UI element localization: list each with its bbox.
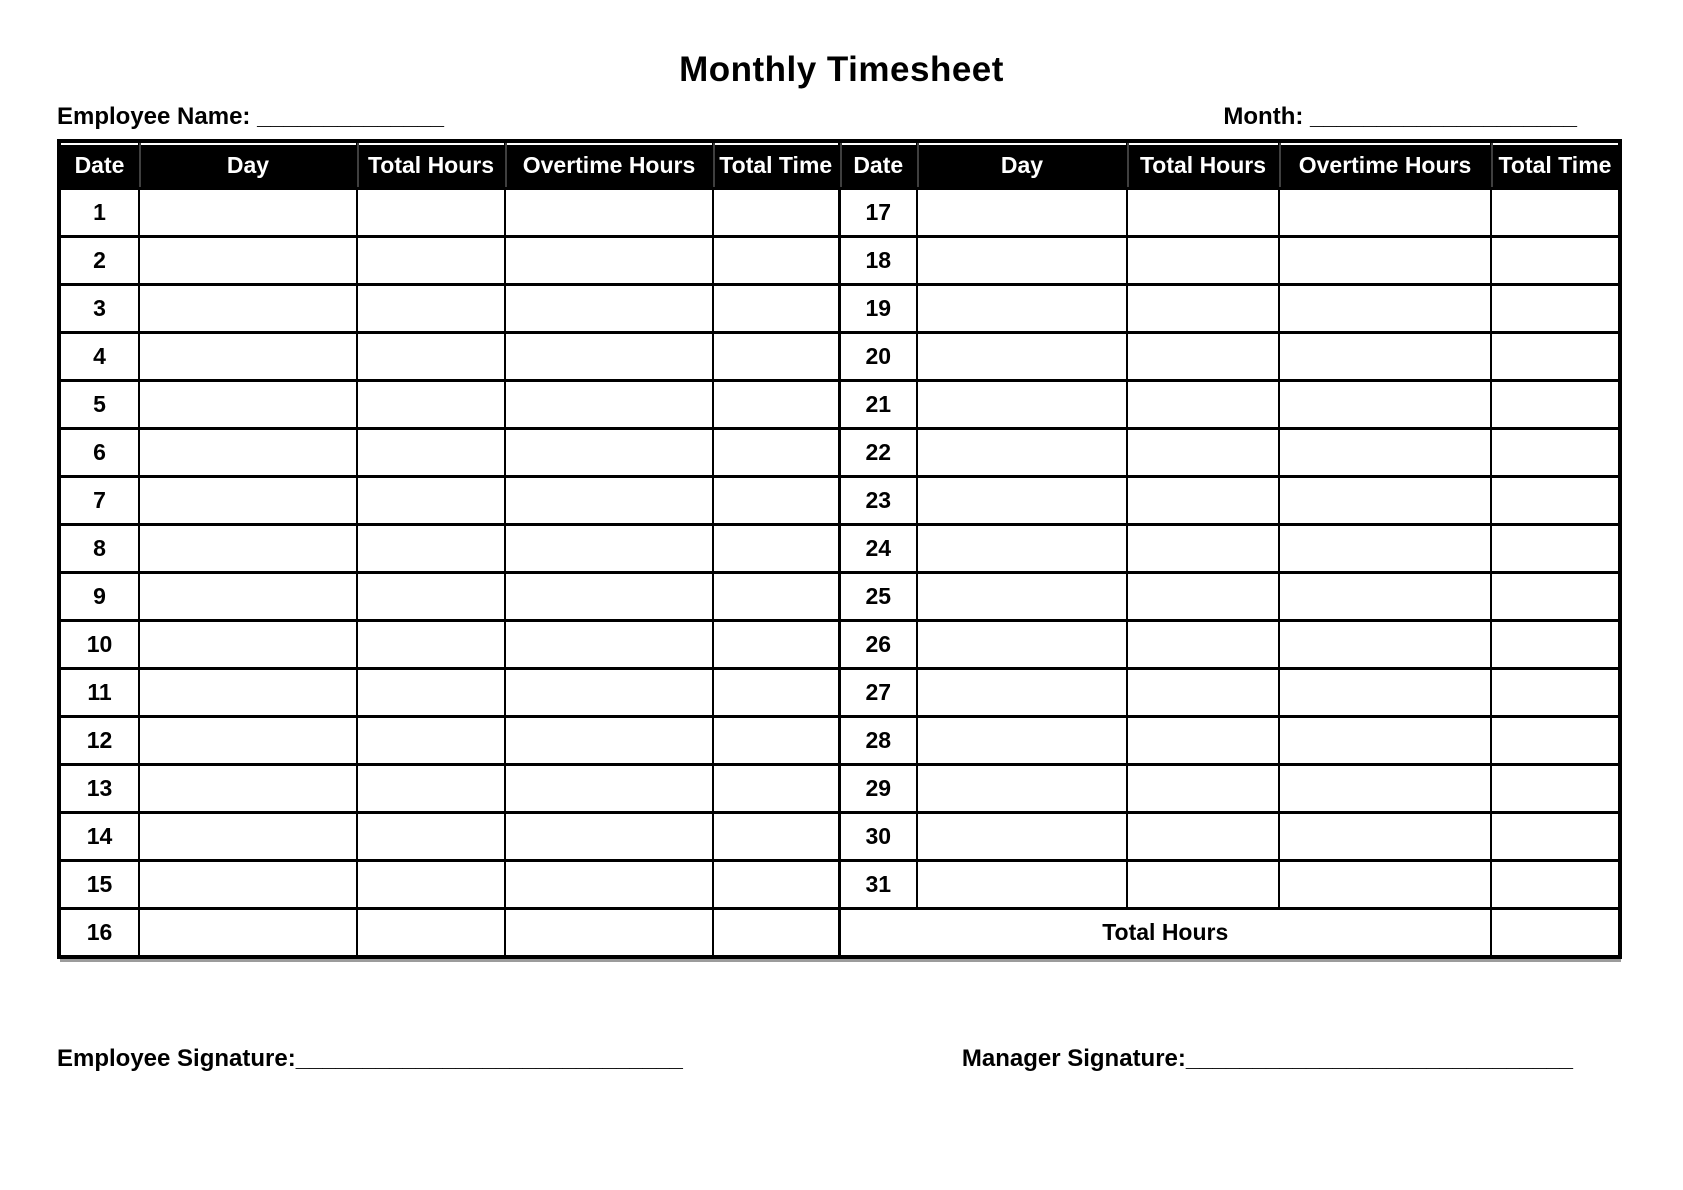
timesheet-row (59, 813, 1620, 861)
left-total-hours-cell[interactable] (357, 333, 505, 381)
timesheet-row (59, 429, 1620, 477)
right-total-hours-cell[interactable] (1127, 189, 1279, 237)
right-day-cell[interactable] (917, 669, 1127, 717)
left-overtime-hours-cell[interactable] (505, 381, 713, 429)
right-day-cell[interactable] (917, 381, 1127, 429)
right-day-cell[interactable] (917, 477, 1127, 525)
left-total-hours-cell[interactable] (357, 621, 505, 669)
left-day-cell[interactable] (139, 477, 357, 525)
left-day-cell[interactable] (139, 237, 357, 285)
right-total-hours-cell[interactable] (1127, 573, 1279, 621)
right-day-cell[interactable] (917, 429, 1127, 477)
right-total-hours-cell[interactable] (1127, 861, 1279, 909)
left-day-cell[interactable] (139, 669, 357, 717)
left-date-cell: 7 (59, 477, 139, 525)
left-day-cell[interactable] (139, 861, 357, 909)
header-total-time-right: Total Time (1491, 141, 1620, 189)
right-total-hours-cell[interactable] (1127, 813, 1279, 861)
right-day-cell[interactable] (917, 813, 1127, 861)
right-overtime-hours-cell[interactable] (1279, 717, 1491, 765)
left-overtime-hours-cell[interactable] (505, 861, 713, 909)
right-date-cell: 23 (839, 477, 917, 525)
right-overtime-hours-cell[interactable] (1279, 189, 1491, 237)
left-total-hours-cell[interactable] (357, 189, 505, 237)
employee-signature-label: Employee Signature: (57, 1045, 296, 1072)
signature-row (57, 1045, 1618, 1073)
employee-signature-field (57, 1045, 683, 1073)
right-date-cell: 31 (839, 861, 917, 909)
right-overtime-hours-cell[interactable] (1279, 333, 1491, 381)
header-day-right: Day (917, 141, 1127, 189)
right-overtime-hours-cell[interactable] (1279, 381, 1491, 429)
header-row (59, 141, 1620, 189)
right-day-cell[interactable] (917, 237, 1127, 285)
left-total-time-cell[interactable] (713, 189, 839, 237)
right-total-time-cell[interactable] (1491, 861, 1620, 909)
right-total-time-cell[interactable] (1491, 477, 1620, 525)
right-overtime-hours-cell[interactable] (1279, 765, 1491, 813)
timesheet-row (59, 237, 1620, 285)
left-overtime-hours-cell[interactable] (505, 621, 713, 669)
right-total-time-cell[interactable] (1491, 429, 1620, 477)
left-date-cell: 4 (59, 333, 139, 381)
right-total-time-cell[interactable] (1491, 285, 1620, 333)
left-date-cell: 1 (59, 189, 139, 237)
right-total-time-cell[interactable] (1491, 381, 1620, 429)
right-overtime-hours-cell[interactable] (1279, 861, 1491, 909)
right-overtime-hours-cell[interactable] (1279, 429, 1491, 477)
timesheet-body (59, 189, 1620, 958)
timesheet-row (59, 621, 1620, 669)
left-overtime-hours-cell[interactable] (505, 477, 713, 525)
left-total-hours-cell[interactable] (357, 669, 505, 717)
employee-name-label: Employee Name: (57, 103, 251, 130)
employee-signature-line[interactable]: _____________________________ (295, 1045, 683, 1072)
left-day-cell[interactable] (139, 813, 357, 861)
left-day-cell[interactable] (139, 573, 357, 621)
right-overtime-hours-cell[interactable] (1279, 477, 1491, 525)
left-overtime-hours-cell[interactable] (505, 573, 713, 621)
right-day-cell[interactable] (917, 333, 1127, 381)
left-total-hours-cell[interactable] (357, 285, 505, 333)
right-day-cell[interactable] (917, 285, 1127, 333)
header-overtime-hours-left: Overtime Hours (505, 141, 713, 189)
timesheet-row (59, 189, 1620, 237)
right-total-hours-cell[interactable] (1127, 333, 1279, 381)
left-date-cell: 11 (59, 669, 139, 717)
left-day-cell[interactable] (139, 621, 357, 669)
right-day-cell[interactable] (917, 717, 1127, 765)
right-day-cell[interactable] (917, 189, 1127, 237)
right-day-cell[interactable] (917, 621, 1127, 669)
right-total-time-cell[interactable] (1491, 621, 1620, 669)
right-total-time-cell[interactable] (1491, 765, 1620, 813)
right-total-time-cell[interactable] (1491, 669, 1620, 717)
right-day-cell[interactable] (917, 765, 1127, 813)
left-total-time-cell[interactable] (713, 909, 839, 958)
right-overtime-hours-cell[interactable] (1279, 621, 1491, 669)
left-date-cell: 9 (59, 573, 139, 621)
right-overtime-hours-cell[interactable] (1279, 669, 1491, 717)
left-date-cell: 16 (59, 909, 139, 958)
left-total-hours-cell[interactable] (357, 237, 505, 285)
manager-signature-label: Manager Signature: (961, 1045, 1186, 1072)
total-hours-row-label: Total Hours (839, 909, 1491, 958)
left-total-time-cell[interactable] (713, 333, 839, 381)
right-date-cell: 22 (839, 429, 917, 477)
timesheet-row (59, 381, 1620, 429)
left-date-cell: 14 (59, 813, 139, 861)
left-total-hours-cell[interactable] (357, 717, 505, 765)
left-day-cell[interactable] (139, 333, 357, 381)
right-date-cell: 20 (839, 333, 917, 381)
left-total-time-cell[interactable] (713, 237, 839, 285)
left-total-time-cell[interactable] (713, 285, 839, 333)
right-total-time-cell[interactable] (1491, 525, 1620, 573)
right-total-hours-cell[interactable] (1127, 381, 1279, 429)
left-day-cell[interactable] (139, 717, 357, 765)
left-date-cell: 12 (59, 717, 139, 765)
header-date-right: Date (839, 141, 917, 189)
left-total-time-cell[interactable] (713, 429, 839, 477)
left-total-hours-cell[interactable] (357, 525, 505, 573)
left-date-cell: 8 (59, 525, 139, 573)
header-total-time-left: Total Time (713, 141, 839, 189)
timesheet-row (59, 525, 1620, 573)
right-date-cell: 28 (839, 717, 917, 765)
right-date-cell: 17 (839, 189, 917, 237)
left-total-time-cell[interactable] (713, 813, 839, 861)
page-title: Monthly Timesheet (679, 50, 1004, 89)
left-day-cell[interactable] (139, 909, 357, 958)
manager-signature-field (962, 1045, 1618, 1073)
timesheet-row (59, 285, 1620, 333)
right-date-cell: 24 (839, 525, 917, 573)
right-date-cell: 27 (839, 669, 917, 717)
left-date-cell: 15 (59, 861, 139, 909)
left-total-time-cell[interactable] (713, 381, 839, 429)
left-date-cell: 6 (59, 429, 139, 477)
right-date-cell: 25 (839, 573, 917, 621)
left-overtime-hours-cell[interactable] (505, 189, 713, 237)
month-label: Month: (1223, 103, 1304, 130)
left-total-time-cell[interactable] (713, 861, 839, 909)
left-date-cell: 13 (59, 765, 139, 813)
right-total-hours-cell[interactable] (1127, 285, 1279, 333)
left-total-time-cell[interactable] (713, 765, 839, 813)
left-overtime-hours-cell[interactable] (505, 429, 713, 477)
left-overtime-hours-cell[interactable] (505, 285, 713, 333)
left-overtime-hours-cell[interactable] (505, 765, 713, 813)
left-overtime-hours-cell[interactable] (505, 525, 713, 573)
left-overtime-hours-cell[interactable] (505, 237, 713, 285)
left-total-hours-cell[interactable] (357, 861, 505, 909)
left-overtime-hours-cell[interactable] (505, 333, 713, 381)
right-total-time-cell[interactable] (1491, 237, 1620, 285)
left-total-time-cell[interactable] (713, 573, 839, 621)
left-overtime-hours-cell[interactable] (505, 813, 713, 861)
monthly-timesheet-table (57, 139, 1622, 959)
right-date-cell: 30 (839, 813, 917, 861)
left-date-cell: 2 (59, 237, 139, 285)
left-date-cell: 3 (59, 285, 139, 333)
timesheet-row (59, 861, 1620, 909)
left-day-cell[interactable] (139, 381, 357, 429)
right-total-hours-cell[interactable] (1127, 765, 1279, 813)
month-total-hours-cell[interactable] (1491, 909, 1620, 958)
left-total-hours-cell[interactable] (357, 381, 505, 429)
header-day-left: Day (139, 141, 357, 189)
right-overtime-hours-cell[interactable] (1279, 285, 1491, 333)
employee-name-field (57, 103, 444, 131)
right-total-hours-cell[interactable] (1127, 717, 1279, 765)
right-total-time-cell[interactable] (1491, 189, 1620, 237)
right-date-cell: 26 (839, 621, 917, 669)
right-total-time-cell[interactable] (1491, 717, 1620, 765)
timesheet-row (59, 717, 1620, 765)
right-total-hours-cell[interactable] (1127, 525, 1279, 573)
left-overtime-hours-cell[interactable] (505, 717, 713, 765)
header-total-hours-right: Total Hours (1127, 141, 1279, 189)
right-day-cell[interactable] (917, 573, 1127, 621)
right-total-hours-cell[interactable] (1127, 237, 1279, 285)
timesheet-row (59, 477, 1620, 525)
right-date-cell: 29 (839, 765, 917, 813)
month-field (1223, 103, 1618, 131)
left-total-hours-cell[interactable] (357, 813, 505, 861)
header-date-left: Date (59, 141, 139, 189)
right-total-time-cell[interactable] (1491, 813, 1620, 861)
left-total-time-cell[interactable] (713, 525, 839, 573)
left-total-hours-cell[interactable] (357, 573, 505, 621)
left-total-hours-cell[interactable] (357, 477, 505, 525)
left-day-cell[interactable] (139, 285, 357, 333)
timesheet-row (59, 573, 1620, 621)
left-total-time-cell[interactable] (713, 477, 839, 525)
right-day-cell[interactable] (917, 861, 1127, 909)
employee-name-blank-line[interactable]: ______________ (257, 103, 444, 130)
left-day-cell[interactable] (139, 189, 357, 237)
right-date-cell: 19 (839, 285, 917, 333)
left-overtime-hours-cell[interactable] (505, 669, 713, 717)
right-overtime-hours-cell[interactable] (1279, 813, 1491, 861)
left-date-cell: 10 (59, 621, 139, 669)
timesheet-table-wrapper (57, 139, 1618, 959)
left-overtime-hours-cell[interactable] (505, 909, 713, 958)
left-total-time-cell[interactable] (713, 717, 839, 765)
meta-row (57, 103, 1618, 131)
manager-signature-line[interactable]: _____________________________ (1185, 1045, 1573, 1072)
header-total-hours-left: Total Hours (357, 141, 505, 189)
right-overtime-hours-cell[interactable] (1279, 525, 1491, 573)
right-date-cell: 21 (839, 381, 917, 429)
left-total-hours-cell[interactable] (357, 909, 505, 958)
right-overtime-hours-cell[interactable] (1279, 237, 1491, 285)
left-day-cell[interactable] (139, 765, 357, 813)
header-overtime-hours-right: Overtime Hours (1279, 141, 1491, 189)
timesheet-row (59, 765, 1620, 813)
left-total-time-cell[interactable] (713, 621, 839, 669)
left-total-hours-cell[interactable] (357, 765, 505, 813)
left-day-cell[interactable] (139, 525, 357, 573)
right-total-hours-cell[interactable] (1127, 621, 1279, 669)
left-total-time-cell[interactable] (713, 669, 839, 717)
right-date-cell: 18 (839, 237, 917, 285)
timesheet-row (59, 909, 1620, 958)
right-total-hours-cell[interactable] (1127, 477, 1279, 525)
right-total-hours-cell[interactable] (1127, 429, 1279, 477)
right-day-cell[interactable] (917, 525, 1127, 573)
timesheet-row (59, 669, 1620, 717)
right-total-hours-cell[interactable] (1127, 669, 1279, 717)
right-total-time-cell[interactable] (1491, 333, 1620, 381)
month-blank-line[interactable]: ____________________ (1310, 103, 1577, 130)
right-total-time-cell[interactable] (1491, 573, 1620, 621)
left-date-cell: 5 (59, 381, 139, 429)
timesheet-row (59, 333, 1620, 381)
right-overtime-hours-cell[interactable] (1279, 573, 1491, 621)
left-total-hours-cell[interactable] (357, 429, 505, 477)
left-day-cell[interactable] (139, 429, 357, 477)
